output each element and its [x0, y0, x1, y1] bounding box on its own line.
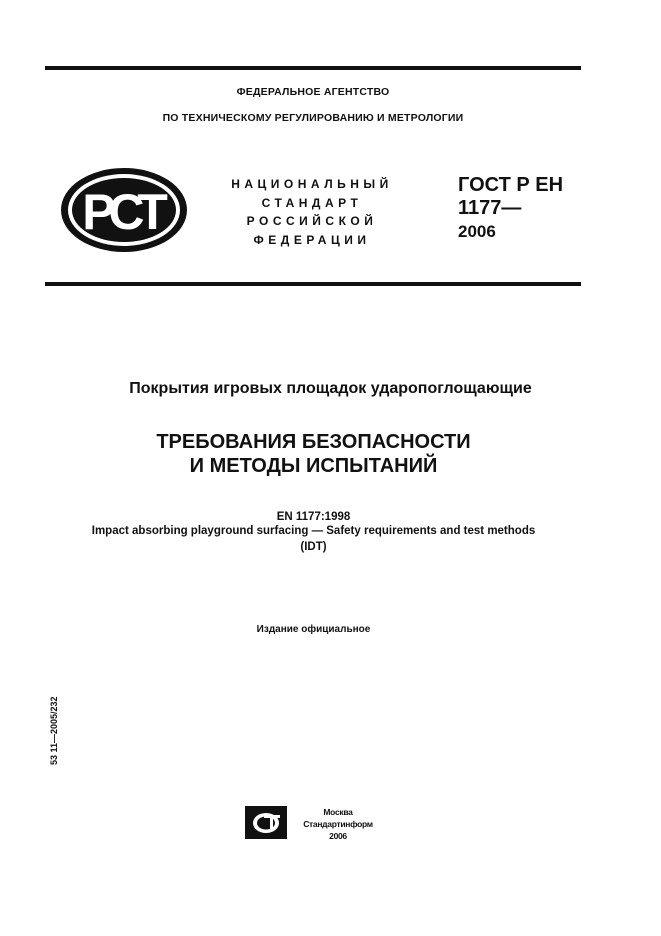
document-title: [0, 430, 627, 478]
agency-line-1: ФЕДЕРАЛЬНОЕ АГЕНТСТВО: [236, 86, 390, 98]
standard-type-line-4: ФЕДЕРАЦИИ: [253, 232, 371, 247]
publisher-year: 2006: [329, 831, 347, 841]
agency-line-2: ПО ТЕХНИЧЕСКОМУ РЕГУЛИРОВАНИЮ И МЕТРОЛОГИИ: [162, 112, 464, 124]
standartinform-logo-icon: [245, 806, 287, 839]
middle-rule: [45, 282, 581, 286]
edition-label: Издание официальное: [256, 624, 371, 635]
logo-letters: РСТ: [82, 184, 162, 240]
publisher-city: Москва: [323, 807, 353, 817]
equivalence-degree: (IDT): [300, 541, 327, 553]
top-rule: [45, 66, 581, 70]
designation-line-2: 1177—: [458, 197, 522, 219]
document-subtitle: Покрытия игровых площадок ударопоглощающие: [129, 380, 532, 397]
title-line-1: ТРЕБОВАНИЯ БЕЗОПАСНОСТИ: [156, 431, 471, 453]
title-line-2: И МЕТОДЫ ИСПЫТАНИЙ: [189, 455, 438, 477]
side-code: 53 11—2005/232: [49, 696, 59, 765]
publisher-imprint: [296, 806, 380, 842]
original-standard-title: Impact absorbing playground surfacing — Safety requirements and test methods: [91, 525, 536, 537]
standard-type-line-3: РОССИЙСКОЙ: [246, 214, 378, 228]
designation-year: 2006: [458, 222, 496, 241]
original-standard-code: EN 1177:1998: [276, 511, 351, 523]
standard-type-line-2: СТАНДАРТ: [261, 195, 363, 210]
designation-line-1: ГОСТ Р ЕН: [458, 174, 564, 196]
standard-type: [222, 175, 402, 249]
standard-type-line-1: НАЦИОНАЛЬНЫЙ: [231, 177, 393, 191]
rst-certification-mark-icon: [60, 167, 188, 253]
publisher-name: Стандартинформ: [303, 819, 373, 829]
standard-designation: [458, 174, 563, 243]
